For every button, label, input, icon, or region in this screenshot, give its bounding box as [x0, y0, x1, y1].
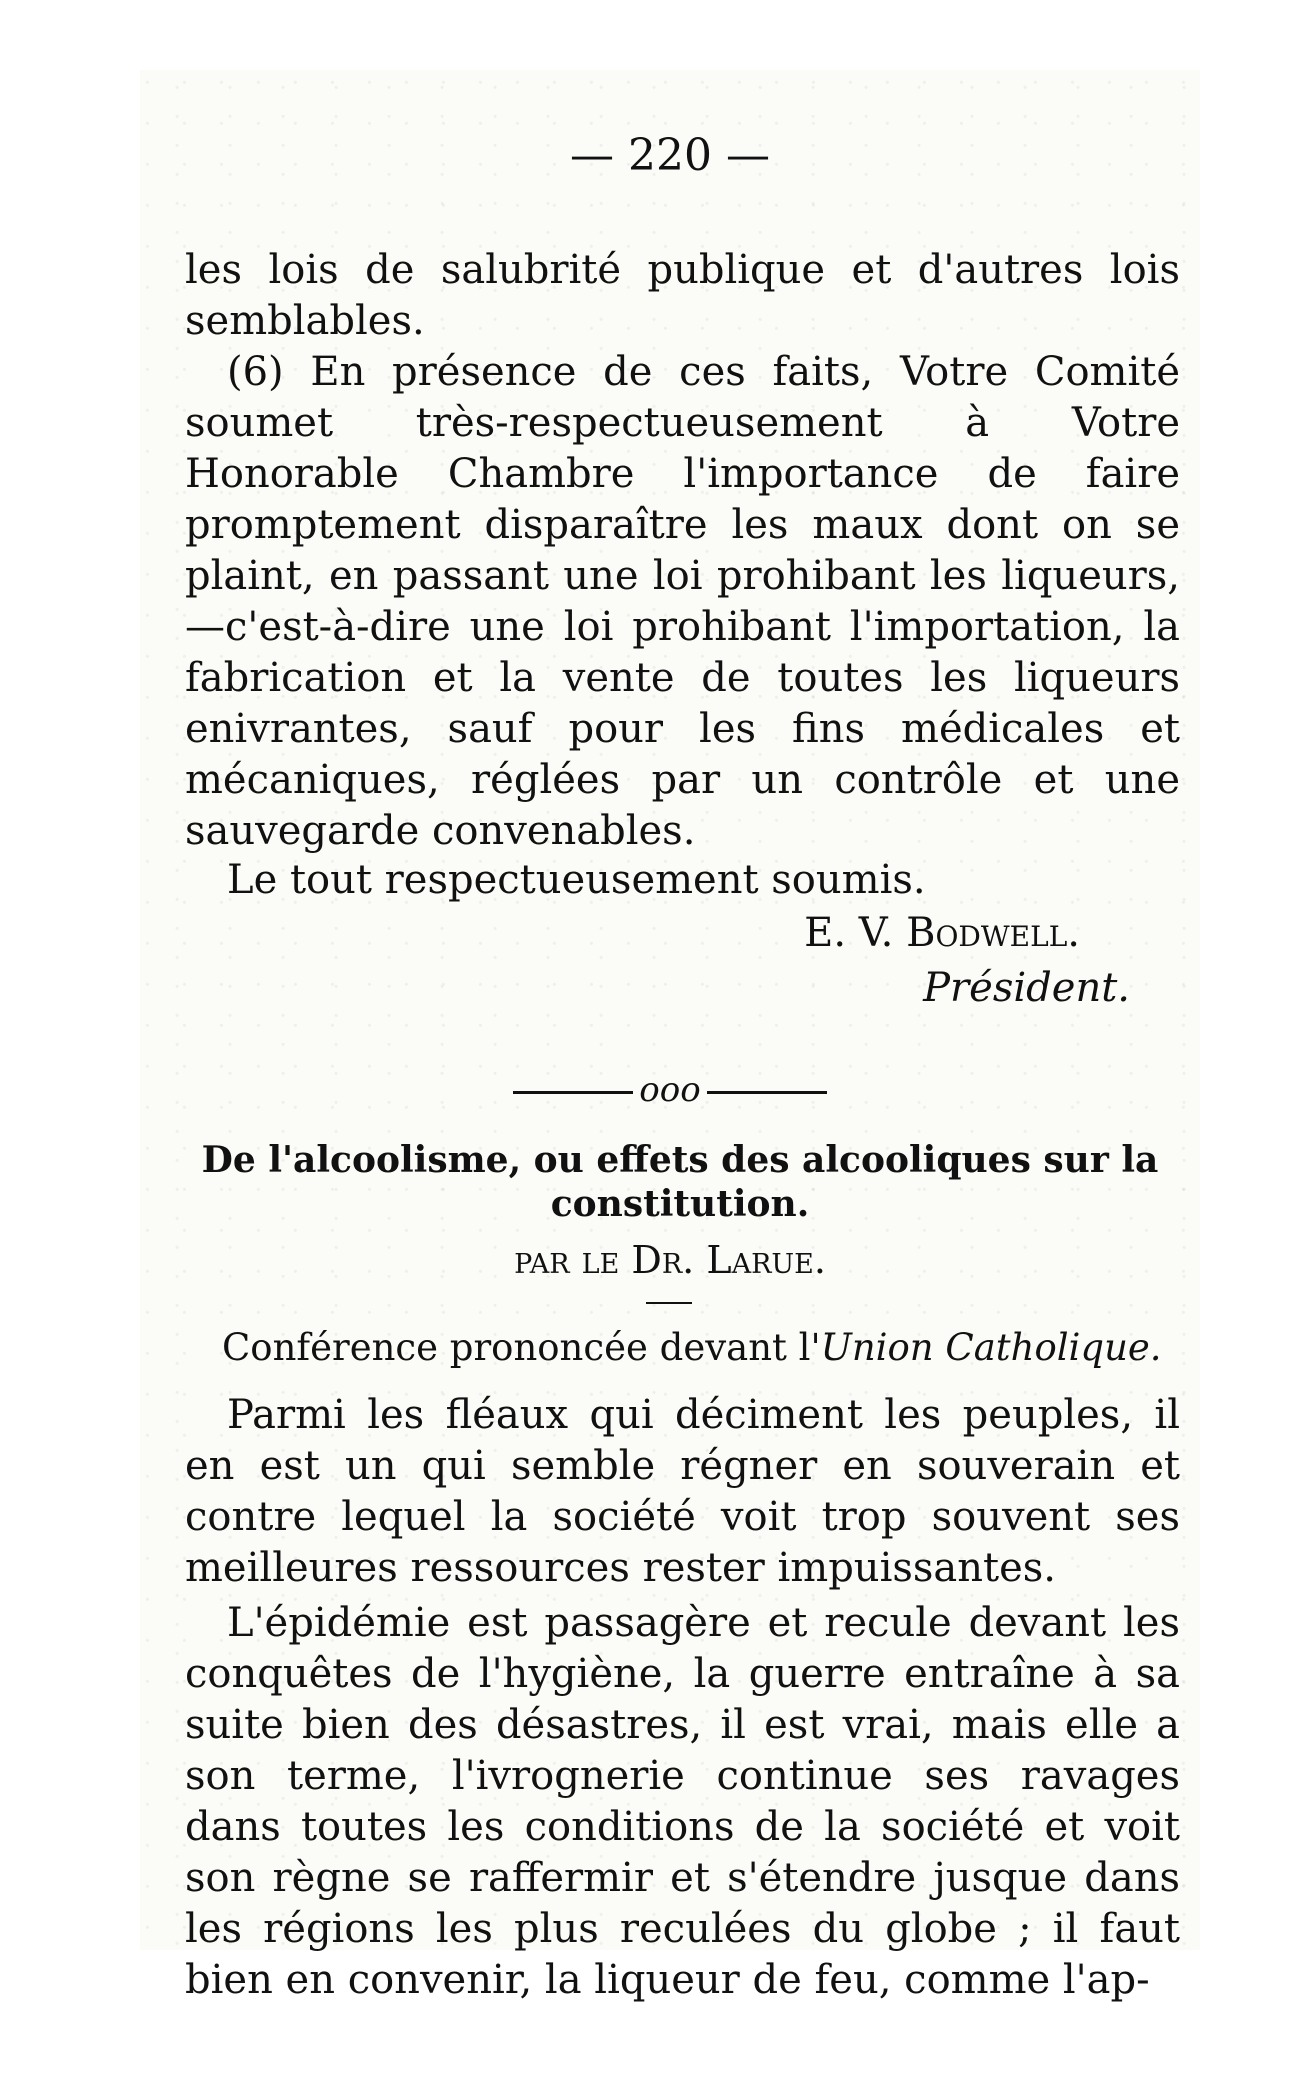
paragraph-epidemic: L'épidémie est passagère et recule devant les conquêtes de l'hygiène, la guerre entraîne à sa suite bien des désastres, il est vrai, mais elle a son terme, l'ivrognerie continue ses ravages dans toutes les conditions de la société et voit son règne se raffermir et s'étendre jusque dans les régions les plus reculées du globe ; il faut bien en convenir, la liqueur de feu, comme l'ap- [185, 1600, 1180, 2003]
section-divider [140, 1070, 1200, 1110]
article-subtitle [222, 1326, 1202, 1369]
signature-name: E. V. Bodwell. [804, 910, 1080, 956]
divider-ornament: ooo [639, 1070, 701, 1110]
paragraph-intro: Parmi les fléaux qui déciment les peuples, il en est un qui semble régner en souverain et contre lequel la société voit trop souvent ses meilleures ressources rester impuissantes. [185, 1392, 1180, 1591]
subtitle-prefix: Conférence prononcée devant l' [222, 1326, 821, 1369]
paragraph-committee-recommendation: (6) En présence de ces faits, Votre Comité soumet très-respectueusement à Votre Honorable Chambre l'importance de faire promptement disparaître les maux dont on se plaint, en passant une loi prohibant les liqueurs,—c'est-à-dire une loi prohibant l'importation, la fabrication et la vente de toutes les liqueurs enivrantes, sauf pour les fins médicales et mécaniques, réglées par un contrôle et une sauvegarde convenables. [185, 349, 1180, 854]
page-number: — 220 — [570, 130, 770, 181]
divider-rule-right [707, 1091, 827, 1094]
subtitle-italic: Union Catholique. [820, 1326, 1162, 1369]
article-byline: par le Dr. Larue. [514, 1238, 826, 1282]
divider-rule-left [513, 1091, 633, 1094]
article-title: De l'alcoolisme, ou effets des alcooliques sur la constitution. [201, 1139, 1159, 1225]
signature-title: Président. [923, 965, 1130, 1011]
book-page [140, 70, 1200, 2003]
paragraph-continuation: les lois de salubrité publique et d'autres lois semblables. [185, 247, 1180, 344]
closing-line: Le tout respectueusement soumis. [227, 857, 926, 903]
short-rule [646, 1302, 692, 1304]
